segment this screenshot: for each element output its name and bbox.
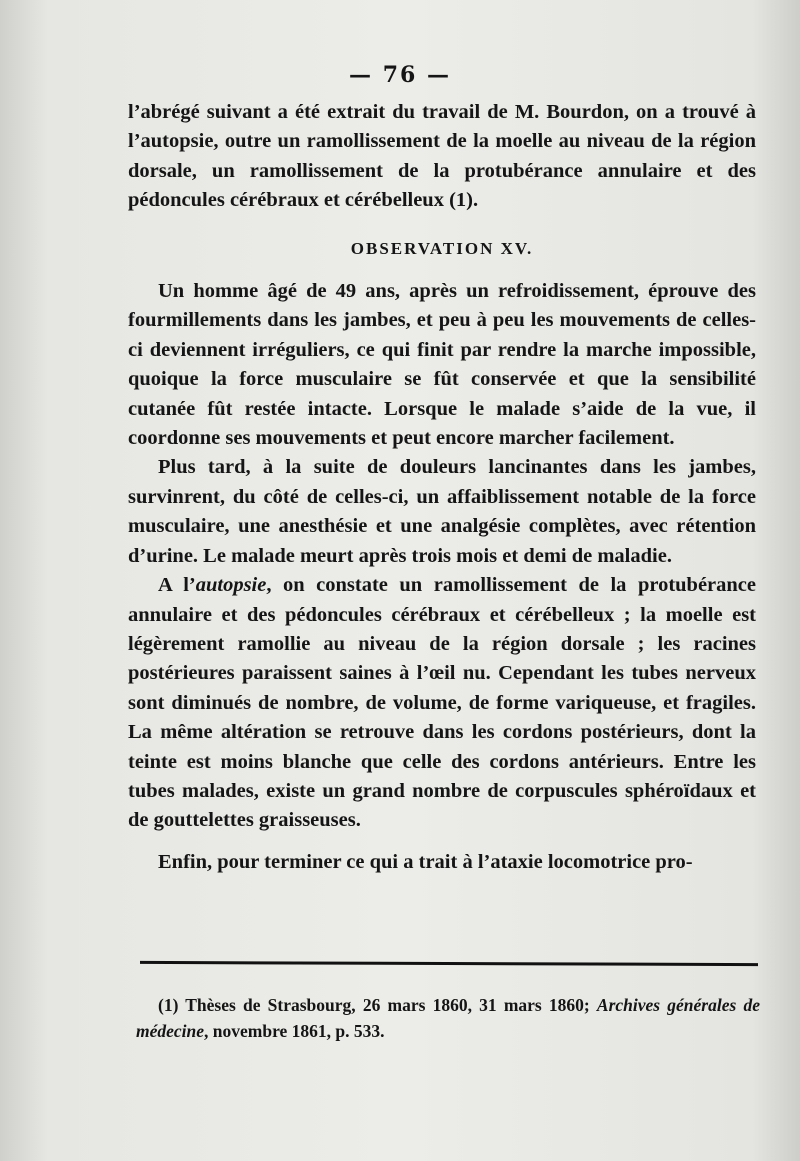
paragraph-3: [128, 571, 756, 836]
main-text: [128, 98, 756, 877]
observation-heading: OBSERVATION XV.: [350, 238, 534, 258]
paragraph-intro: l’abrégé suivant a été extrait du travail de M. Bourdon, on a trouvé à l’autopsie, outre un ramollissement de la moelle au niveau de la région dorsale, un ramollissement de la protubérance annulaire et des pédoncules cérébraux et cérébelleux (1).: [128, 101, 756, 212]
footnote: [136, 992, 760, 1044]
footnote-lead: (1) Thèses de Strasbourg, 26 mars 1860, 31 mars 1860;: [158, 995, 597, 1015]
footnote-italic: Archives générales de médecine: [136, 995, 760, 1041]
paragraph-3-rest: , on constate un ramollissement de la protubérance annulaire et des pédoncules cérébraux et cérébelleux ; la moelle est légèrement ramollie au niveau de la région dorsale ; les racines postérieures paraissent saines à l’œil nu. Cependant les tubes nerveux sont diminués de nombre, de volume, de forme variqueuse, et fragiles. La même altération se retrouve dans les cordons postérieurs, dont la teinte est moins blanche que celle des cordons antérieurs. Entre les tubes malades, existe un grand nombre de corpuscules sphéroïdaux et de gouttelettes graisseuses.: [128, 574, 756, 832]
footnote-rest: , novembre 1861, p. 533.: [204, 1021, 385, 1041]
paragraph-3-italic: autopsie: [195, 574, 267, 597]
paragraph-1: Un homme âgé de 49 ans, après un refroidissement, éprouve des fourmillements dans les jambes, et peu à peu les mouvements de celles-ci deviennent irréguliers, ce qui finit par rendre la marche impossible, quoique la force musculaire se fût conservée et que la sensibilité cutanée fût restée intacte. Lorsque le malade s’aide de la vue, il coordonne ses mouvements et peut encore marcher facilement.: [128, 280, 756, 450]
page-number: — 76 —: [349, 62, 451, 88]
paragraph-2: Plus tard, à la suite de douleurs lancinantes dans les jambes, survinrent, du côté de celles-ci, un affaiblissement notable de la force musculaire, une anesthésie et une analgésie complètes, avec rétention d’urine. Le malade meurt après trois mois et demi de maladie.: [128, 456, 756, 567]
paragraph-3-lead: A l’: [158, 574, 196, 597]
paragraph-4: Enfin, pour terminer ce qui a trait à l’ataxie locomotrice pro-: [158, 850, 693, 873]
footnote-rule: [140, 961, 758, 966]
